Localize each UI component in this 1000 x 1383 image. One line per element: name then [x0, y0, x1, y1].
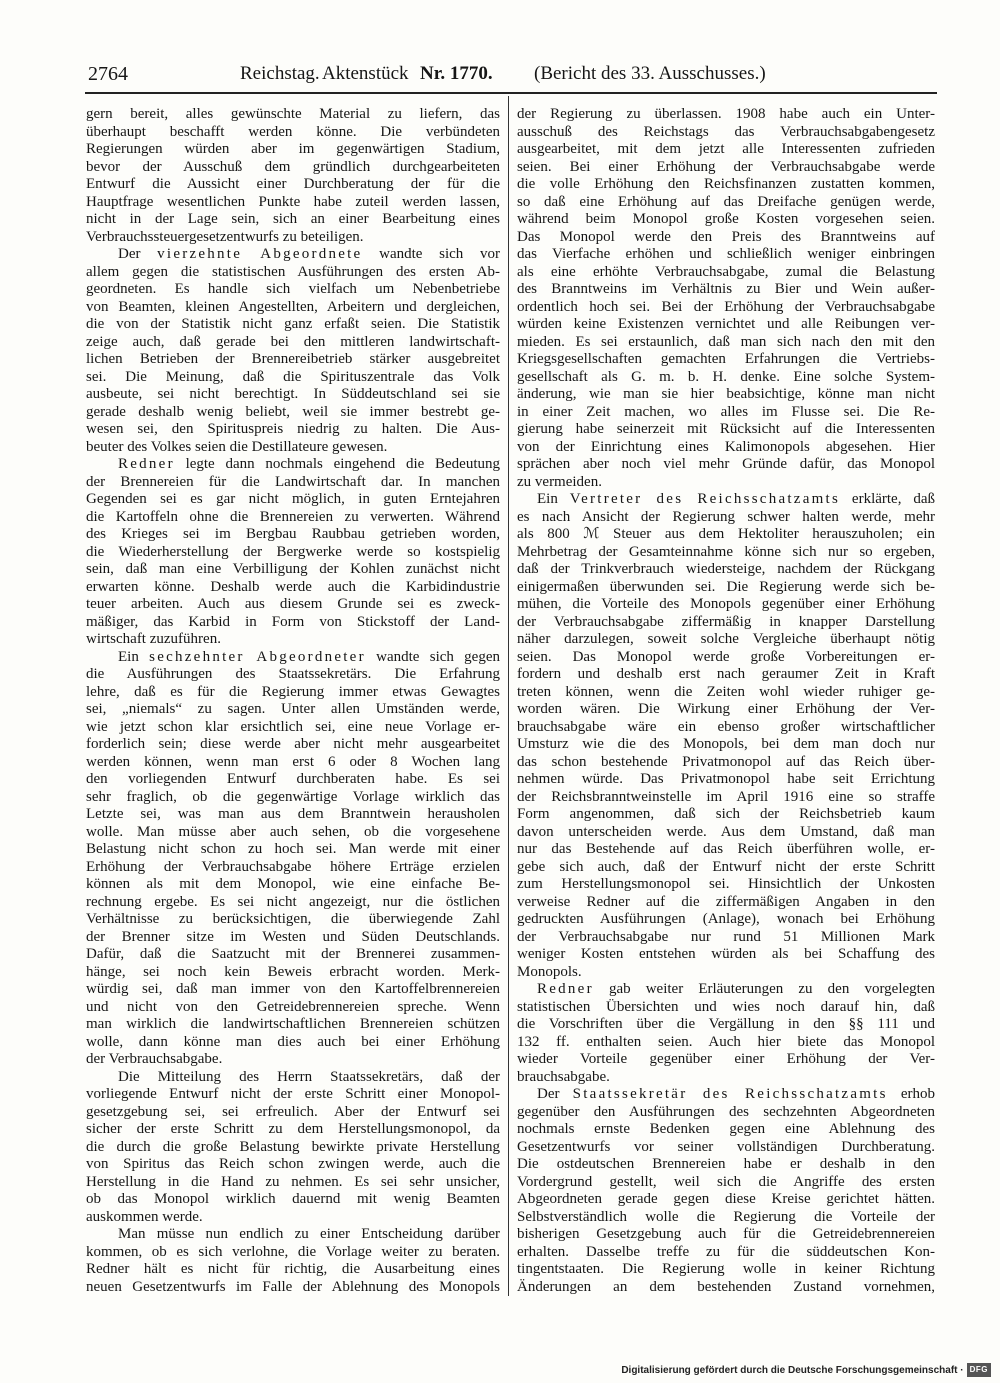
text-line: kommen, ob es sich verlohne, die Vorlage weiter zu beraten. [86, 1243, 500, 1260]
text-line: werden können, wenn man erst 6 oder 8 Wochen lang [86, 753, 500, 770]
text-line: die von der Statistik nicht ganz erfaßt seien. Die Statistik [86, 316, 500, 332]
text-line: ordentlich hoch sei. Bei der Erhöhung der Verbrauchsabgabe [517, 298, 935, 315]
text-line: als eine erhöhte Verbrauchsabgabe, zumal die Belastung [517, 263, 935, 280]
spaced-emphasis: sechzehnter Abgeordneter [149, 648, 366, 665]
text-line: nehmen würde. Das Privatmonopol habe seit Errichtung [517, 771, 935, 787]
text-line: wolle. Man müsse aber auch sehen, ob die vorgesehene [86, 823, 500, 840]
left-column [86, 106, 500, 1296]
text-line: Abgeordneten gerade gegen diese Kreise gerichtet hätten. [517, 1191, 935, 1207]
text-line [517, 491, 935, 509]
text-line: Verbrauchssteuergesetzentwurfs zu beteiligen. [86, 228, 364, 245]
text-line: der Verbrauchsabgabe. [86, 1051, 223, 1067]
text-line: des Krieges sei im Bergbau Raubbau getrieben worden, [86, 526, 500, 542]
text-line: geordneten. Es handle sich vielfach um Nebenbetriebe [86, 281, 500, 297]
text-line: daß der Trinkverbrauch wiedersteige, nachdem der Rückgang [517, 561, 935, 577]
text-line: gierung habe seinerzeit mit Rücksicht auf die Interessenten [517, 421, 935, 437]
text-run: Der [118, 246, 158, 262]
text-line: Entwurf die Aussicht einer Durchberatung der für die [86, 176, 500, 192]
text-line: brauchsabgabe wäre ein ebenso großer wirtschaftlicher [517, 718, 935, 735]
page-number: 2764 [88, 63, 128, 85]
text-line: vorliegende Entwurf nicht der erste Schritt einer Monopol- [86, 1086, 500, 1102]
text-line: die volle Erhöhung den Reichsfinanzen zustatten kommen, [517, 176, 935, 192]
text-line: von Beamten, kleinen Angestellten, Arbeitern und dergleichen, [86, 298, 500, 315]
digitization-footer [621, 1363, 991, 1377]
text-line: sei. Die Meinung, daß die Spirituszentrale das Volk [86, 368, 500, 385]
paragraph [86, 649, 500, 1069]
text-run: legte dann nochmals eingehend die Bedeutung [174, 456, 500, 472]
text-line: davon unterscheiden werde. Aus dem Umstand, daß man [517, 823, 935, 840]
text-line: gebe sich auch, daß der Entwurf nicht der erste Schritt [517, 858, 935, 875]
text-line [517, 981, 935, 999]
spaced-emphasis: Staatssekretär des Reichsschatzamts [572, 1086, 888, 1102]
right-column [517, 106, 935, 1296]
text-line: Das Monopol werde den Preis des Branntweins auf [517, 228, 935, 245]
text-line: wie jetzt schon klar ersichtlich sei, eine neue Vorlage er- [86, 718, 500, 735]
text-run: erklärte, daß [840, 491, 935, 507]
text-run: wandte sich vor [362, 246, 500, 262]
text-line: sicher der erste Schritt zu dem Herstellungsmonopol, da [86, 1121, 500, 1137]
text-line: Verhältnisse zu berücksichtigen, die überwiegende Zahl [86, 911, 500, 927]
text-line: Redner hält es nicht für richtig, die Ausarbeitung eines [86, 1261, 500, 1277]
text-line: Gesetzentwurfs vor seiner vollständigen Durchberatung. [517, 1138, 935, 1155]
text-line: gern bereit, alles gewünschte Material zu liefern, das [86, 106, 500, 122]
text-line: tingentstaaten. Die Regierung wolle in keiner Richtung [517, 1261, 935, 1277]
paragraph [517, 981, 935, 1086]
text-line: seien. Das Monopol werde große Vorbereitungen er- [517, 648, 935, 665]
text-line: treten können, wenn die Zeiten wohl wieder ruhiger ge- [517, 683, 935, 700]
text-line: das schon bestehende Privatmonopol auf das Reich über- [517, 753, 935, 770]
text-line: wolle, dann könne man dies auch bei einer Erhöhung [86, 1033, 500, 1050]
text-line: wieder Vorteile gegenüber einer Erhöhung der Ver- [517, 1051, 935, 1067]
paragraph [517, 491, 935, 981]
text-line [86, 456, 500, 474]
text-line: der Brennereien für die Landwirtschaft dar. In manchen [86, 473, 500, 490]
text-line: und nicht von den Getreidebrennereien spreche. Wenn [86, 998, 500, 1015]
text-run: Ein [118, 648, 150, 665]
text-line: die durch die große Belastung bewirkte private Herstellung [86, 1138, 500, 1155]
text-line: änderung, wie man sie hier beabsichtige, könne man nicht [517, 386, 935, 402]
text-line: nicht in der Lage sein, sich an einer Bearbeitung eines [86, 211, 500, 227]
text-line: den vorliegenden Entwurf durchberaten habe. Es sei [86, 771, 500, 787]
text-line: auskommen werde. [86, 1208, 203, 1225]
text-line: Änderungen an dem bestehenden Zustand vornehmen, [517, 1278, 935, 1295]
text-line: ausschuß des Reichstags das Verbrauchsabgabengesetz [517, 123, 935, 140]
text-line: Man müsse nun endlich zu einer Entscheidung darüber [118, 1226, 500, 1242]
text-run: gab weiter Erläuterungen zu den vorgelegten [593, 981, 935, 997]
text-line: Die Mitteilung des Herrn Staatssekretärs, daß der [118, 1068, 500, 1085]
dfg-logo: DFG [967, 1363, 991, 1377]
paragraph [86, 1069, 500, 1227]
text-line: der Regierung zu überlassen. 1908 habe auch ein Unter- [517, 106, 935, 122]
paragraph [86, 1226, 500, 1296]
text-line: Herstellung in die Hand zu nehmen. Es sei sehr unsicher, [86, 1173, 500, 1190]
running-head-title: Reichstag. [240, 63, 320, 84]
text-line: nur das Bestehende auf das Reich überführen wolle, er- [517, 841, 935, 857]
text-line: bisherigen Gesetzgebung auch für die Getreidebrennereien [517, 1226, 935, 1242]
text-line [86, 246, 500, 264]
text-line: wesen sei, den Spirituspreis niedrig zu halten. Die Aus- [86, 421, 500, 437]
text-line: bevor der Ausschuß dem gründlich durchgearbeiteten [86, 158, 500, 175]
text-line: forderlich sein; diese werde aber nicht mehr ausgearbeitet [86, 736, 500, 752]
text-line: Mehrbetrag der Gesamteinnahme könne sich nur so ergeben, [517, 543, 935, 560]
text-line: sei, „niemals“ zu sagen. Unter allen Umständen werde, [86, 701, 500, 717]
text-run: erhob [887, 1086, 935, 1102]
text-line: 132 ff. enthalten seien. Auch hier biete das Monopol [517, 1033, 935, 1050]
report-subtitle: (Bericht des 33. Ausschusses.) [534, 63, 766, 84]
text-line: die Wiederherstellung der Bergwerke werde so kostspielig [86, 543, 500, 560]
text-line: allem gegen die statistischen Ausführungen des ersten Ab- [86, 263, 500, 280]
text-line: Umsturz wie die des Monopols, bei dem man doch nur [517, 736, 935, 752]
text-run: Der [537, 1086, 573, 1102]
text-line: als 800 ℳ Steuer aus dem Hektoliter herauszuholen; ein [517, 526, 935, 542]
text-line: wirtschaft zuzuführen. [86, 631, 221, 647]
text-line: während beim Monopol große Kosten vorgesehen seien. [517, 211, 935, 227]
text-line: beuter des Volkes seien die Destillateure gewesen. [86, 438, 388, 455]
text-line: zeige auch, daß gerade bei den mittleren landwirtschaft- [86, 333, 500, 350]
text-line: überhaupt beschafft werden könne. Die verbündeten [86, 123, 500, 140]
text-line: der Verbrauchsabgabe nur rund 51 Millionen Mark [517, 928, 935, 945]
paragraph [517, 106, 935, 491]
text-line: Dafür, daß die Saatzucht mit der Brennerei zusammen- [86, 946, 500, 962]
text-line: fordern und deshalb erst nach geraumer Zeit in Kraft [517, 666, 935, 682]
text-line: statistischen Übersichten und wies noch darauf hin, daß [517, 998, 935, 1015]
spaced-emphasis: Redner [537, 981, 594, 997]
text-line: Hauptfrage wesentlichen Punkte habe zuteil werden lassen, [86, 193, 500, 210]
text-line: zu vermeiden. [517, 473, 602, 490]
text-line: lichen Betrieben der Brennereibetrieb stärker ausgebreitet [86, 351, 500, 367]
text-line: erwarten könne. Deshalb werde auch die Karbidindustrie [86, 578, 500, 595]
text-line: ausbeute, sei nicht berechtigt. In Süddeutschland sei sie [86, 386, 500, 402]
text-line: weniger Kosten entstehen würden als bei Schaffung des [517, 946, 935, 962]
paragraph [86, 246, 500, 456]
text-line: der Brenner sitze im Westen und Süden Deutschlands. [86, 928, 500, 945]
text-line: Regierungen würden aber im gegenwärtigen Stadium, [86, 141, 500, 157]
text-line: von Spiritus das Reich schon zwingen werde, auch die [86, 1156, 500, 1172]
text-line: mühen, die Vorteile des Monopols gegenüber einer Erhöhung [517, 596, 935, 612]
text-line: würdig sei, daß man immer von den Kartoffelbrennereien [86, 981, 500, 997]
text-line: neuen Gesetzentwurfs im Falle der Ablehnung des Monopols [86, 1278, 500, 1295]
text-line [517, 1086, 935, 1104]
text-line: seien. Bei einer Erhöhung der Verbrauchsabgabe werde [517, 158, 935, 175]
text-line: teuer arbeiten. Auch aus diesem Grunde sei es zweck- [86, 596, 500, 612]
text-line: näher darzulegen, soweit solche Vergleiche überhaupt nötig [517, 631, 935, 647]
text-line: Kriegsgesellschaften gemachten Erfahrungen die Vertriebs- [517, 351, 935, 367]
text-line: sein, daß man eine Verbilligung der Kohlen zunächst nicht [86, 561, 500, 577]
text-line: Die ostdeutschen Brennereien habe er deshalb in den [517, 1156, 935, 1172]
text-line: sprächen aber noch viel mehr Gründe dafür, das Monopol [517, 456, 935, 472]
text-line: rechnung ergebe. Es sei nicht angezeigt, nur die östlichen [86, 893, 500, 910]
text-line: man wirklich die landwirtschaftlichen Brennereien schützen [86, 1016, 500, 1032]
text-run: Ein [537, 491, 570, 507]
text-line: der Verbrauchsabgabe ziffermäßig in knapper Darstellung [517, 613, 935, 630]
text-line: gesellschaft als G. m. b. H. denke. Eine solche System- [517, 368, 935, 385]
text-line: Gegenden sei es gar nicht möglich, in guten Erntejahren [86, 491, 500, 507]
text-line: verweise Redner auf die ziffermäßigen Angaben in den [517, 893, 935, 910]
text-line: von der Einrichtung eines Kalimonopols abgesehen. Hier [517, 438, 935, 455]
text-line: brauchsabgabe. [517, 1068, 610, 1085]
text-line: so daß eine Erhöhung auf das Dreifache genügen werde, [517, 193, 935, 210]
text-line: die Ausführungen des Staatssekretärs. Die Erfahrung [86, 666, 500, 682]
paragraph [86, 106, 500, 246]
text-line: nochmals ernste Bedenken gegen eine Ablehnung des [517, 1121, 935, 1137]
text-line: mieden. Es sei erstaunlich, daß man sich nach den mit den [517, 333, 935, 350]
text-line: worden wären. Die Wirkung einer Erhöhung der Ver- [517, 701, 935, 717]
text-line: Erhöhung der Verbrauchsabgabe höhere Erträge erzielen [86, 858, 500, 875]
text-line: Vordergrund gestellt, weil sich die Angriffe des ersten [517, 1173, 935, 1190]
spaced-emphasis: vierzehnte Abgeordnete [157, 246, 363, 262]
text-line: hänge, sei noch kein Beweis erbracht worden. Merk- [86, 963, 500, 980]
text-line: sehr fraglich, ob die gegenwärtige Vorlage wirklich das [86, 788, 500, 805]
text-line: gerade deshalb wenig beliebt, weil sie immer bestrebt ge- [86, 403, 500, 420]
spaced-emphasis: Vertreter des Reichsschatzamts [569, 491, 841, 507]
text-line: Letzte sei, was man aus dem Branntwein herausholen [86, 806, 500, 822]
text-run: wandte sich gegen [365, 648, 500, 665]
spaced-emphasis: Redner [118, 456, 175, 472]
text-line: lehre, daß es für die Regierung immer etwas Gewagtes [86, 683, 500, 700]
text-line: einigermaßen überwunden sei. Die Regierung werde sich be- [517, 578, 935, 595]
text-line: des Branntweins im Verhältnis zu Bier und Wein außer- [517, 281, 935, 297]
text-line: gedruckten Ausführungen (Anlage), wonach bei Erhöhung [517, 911, 935, 927]
text-line: der Reichsbranntweinstelle im April 1916 eine so straffe [517, 788, 935, 805]
text-line: Form angenommen, daß sich der Reichsbetrieb kaum [517, 806, 935, 822]
text-line: das Vierfache erhöhen und schließlich weniger einbringen [517, 246, 935, 262]
text-line: Selbstverständlich wolle die Regierung die Vorteile der [517, 1208, 935, 1225]
text-line: es nach Ansicht der Regierung schwer halten werde, mehr [517, 508, 935, 525]
digitization-credit: Digitalisierung gefördert durch die Deutsche Forschungsgemeinschaft · [621, 1364, 964, 1376]
text-line: gegenüber den Ausführungen des sechzehnten Abgeordneten [517, 1103, 935, 1120]
column-divider [508, 96, 509, 1296]
text-line: gesetzgebung sei, sei erfreulich. Aber der Entwurf sei [86, 1103, 500, 1120]
text-line: in einer Zeit machen, wo alles im Flusse sei. Die Re- [517, 403, 935, 420]
text-line: ob das Monopol wirklich dauernd mit wenig Beamten [86, 1191, 500, 1207]
text-line: würden keine Existenzen vernichtet und alle Reibungen ver- [517, 316, 935, 332]
text-line: die Vorschriften über die Vergällung in den §§ 111 und [517, 1016, 935, 1032]
text-line: Monopols. [517, 963, 582, 980]
text-line: können als mit dem Monopol, wie eine einfache Be- [86, 876, 500, 892]
text-line: die Kartoffeln ohne die Brennereien zu verwerten. Während [86, 508, 500, 525]
text-line: ausgearbeitet, mit dem jetzt alle Interessenten zufrieden [517, 141, 935, 157]
text-line: zum Herstellungsmonopol sei. Hinsichtlich der Unkosten [517, 876, 935, 892]
document-number: Nr. 1770. [420, 63, 493, 84]
paragraph [517, 1086, 935, 1296]
text-line: erhalten. Dasselbe treffe zu für die süddeutschen Kon- [517, 1243, 935, 1260]
paragraph [86, 456, 500, 649]
text-line: Belastung nicht schon zu hoch sei. Man werde mit einer [86, 841, 500, 857]
text-line [86, 649, 500, 667]
header-rule [85, 92, 937, 94]
text-line: mäßiger, das Karbid in Form von Stickstoff der Land- [86, 613, 500, 630]
document-label: Aktenstück [322, 63, 409, 84]
